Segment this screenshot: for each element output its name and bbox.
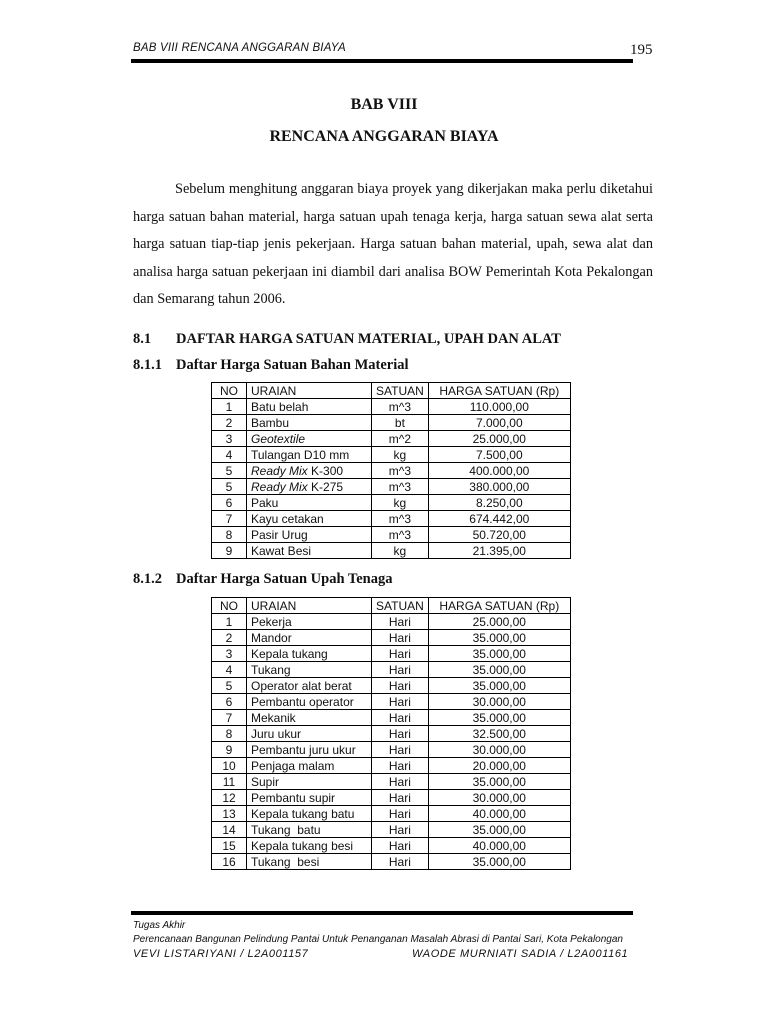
row-price: 32.500,00 [428, 726, 570, 742]
row-unit: kg [372, 447, 429, 463]
row-number: 14 [212, 822, 247, 838]
table-row [212, 726, 571, 742]
description-text: K-300 [307, 463, 344, 478]
row-unit: Hari [372, 742, 429, 758]
row-unit: Hari [372, 646, 429, 662]
table-row [212, 710, 571, 726]
row-description: Penjaga malam [247, 758, 372, 774]
row-price: 40.000,00 [428, 838, 570, 854]
row-description [247, 431, 372, 447]
row-description: Kepala tukang batu [247, 806, 372, 822]
row-description: Operator alat berat [247, 678, 372, 694]
row-unit: m^3 [372, 463, 429, 479]
page-number: 195 [630, 42, 653, 58]
row-unit: Hari [372, 678, 429, 694]
row-description: Tukang [247, 662, 372, 678]
row-number: 13 [212, 806, 247, 822]
table-header-row [212, 598, 571, 614]
row-unit: Hari [372, 758, 429, 774]
row-number: 10 [212, 758, 247, 774]
row-description [247, 479, 372, 495]
row-number: 3 [212, 431, 247, 447]
row-unit: Hari [372, 726, 429, 742]
table-row [212, 790, 571, 806]
row-unit: m^3 [372, 399, 429, 415]
row-number: 6 [212, 495, 247, 511]
description-text: Batu belah [251, 399, 309, 414]
material-table-body [212, 399, 571, 559]
row-price: 30.000,00 [428, 694, 570, 710]
row-number: 1 [212, 399, 247, 415]
description-text: Kawat Besi [251, 543, 312, 558]
row-number: 7 [212, 710, 247, 726]
row-price: 7.500,00 [428, 447, 570, 463]
column-header-unit: SATUAN [372, 598, 429, 614]
row-number: 9 [212, 543, 247, 559]
row-unit: bt [372, 415, 429, 431]
row-number: 7 [212, 511, 247, 527]
row-description: Pembantu juru ukur [247, 742, 372, 758]
row-number: 4 [212, 447, 247, 463]
row-description [247, 495, 372, 511]
row-price: 35.000,00 [428, 710, 570, 726]
row-description [247, 527, 372, 543]
row-number: 8 [212, 527, 247, 543]
footer-author-2: WAODE MURNIATI SADIA / L2A001161 [412, 948, 629, 960]
row-description: Kepala tukang [247, 646, 372, 662]
intro-paragraph: Sebelum menghitung anggaran biaya proyek yang dikerjakan maka perlu diketahui harga satuan bahan material, harga satuan upah tenaga kerja, harga satuan sewa alat serta harga satuan tiap-tiap jenis pekerjaan. Harga satuan bahan material, upah, sewa alat dan analisa harga satuan pekerjaan ini diambil dari analisa BOW Pemerintah Kota Pekalongan dan Semarang tahun 2006. [133, 181, 653, 307]
row-unit: Hari [372, 662, 429, 678]
row-price: 35.000,00 [428, 630, 570, 646]
row-price: 8.250,00 [428, 495, 570, 511]
description-text: Kayu cetakan [251, 511, 324, 526]
table-row [212, 678, 571, 694]
row-description: Pekerja [247, 614, 372, 630]
header-rule [131, 59, 633, 63]
row-description [247, 511, 372, 527]
row-unit: m^3 [372, 527, 429, 543]
row-description: Kepala tukang besi [247, 838, 372, 854]
column-header-price: HARGA SATUAN (Rp) [428, 383, 570, 399]
row-unit: Hari [372, 838, 429, 854]
row-description [247, 399, 372, 415]
row-description [247, 415, 372, 431]
column-header-price: HARGA SATUAN (Rp) [428, 598, 570, 614]
row-unit: Hari [372, 822, 429, 838]
footer-rule [131, 911, 633, 915]
row-unit: Hari [372, 774, 429, 790]
table-row [212, 806, 571, 822]
row-unit: Hari [372, 790, 429, 806]
row-description: Mandor [247, 630, 372, 646]
row-description: Juru ukur [247, 726, 372, 742]
labor-price-table [211, 597, 571, 870]
row-unit: Hari [372, 710, 429, 726]
row-number: 8 [212, 726, 247, 742]
table-row [212, 774, 571, 790]
description-italic: Geotextile [251, 431, 306, 446]
row-number: 4 [212, 662, 247, 678]
description-text: Pasir Urug [251, 527, 308, 542]
section-heading-8-1 [133, 331, 561, 348]
column-header-no: NO [212, 383, 247, 399]
row-number: 16 [212, 854, 247, 870]
row-unit: Hari [372, 614, 429, 630]
row-number: 5 [212, 479, 247, 495]
section-title: Daftar Harga Satuan Bahan Material [176, 357, 409, 373]
footer-thesis-title: Perencanaan Bangunan Pelindung Pantai Untuk Penanganan Masalah Abrasi di Pantai Sari, Kota Pekalongan [133, 934, 623, 945]
row-description: Pembantu supir [247, 790, 372, 806]
row-price: 110.000,00 [428, 399, 570, 415]
row-description: Supir [247, 774, 372, 790]
row-description: Pembantu operator [247, 694, 372, 710]
table-row [212, 495, 571, 511]
table-row [212, 838, 571, 854]
row-price: 7.000,00 [428, 415, 570, 431]
row-description [247, 447, 372, 463]
row-price: 35.000,00 [428, 774, 570, 790]
row-price: 400.000,00 [428, 463, 570, 479]
row-unit: kg [372, 543, 429, 559]
row-description [247, 543, 372, 559]
row-price: 25.000,00 [428, 431, 570, 447]
table-row [212, 630, 571, 646]
row-number: 5 [212, 463, 247, 479]
table-row [212, 415, 571, 431]
running-header: BAB VIII RENCANA ANGGARAN BIAYA [133, 42, 346, 54]
row-price: 20.000,00 [428, 758, 570, 774]
column-header-description: URAIAN [247, 598, 372, 614]
row-number: 9 [212, 742, 247, 758]
row-unit: m^2 [372, 431, 429, 447]
section-number: 8.1.2 [133, 571, 162, 587]
row-price: 380.000,00 [428, 479, 570, 495]
section-heading-8-1-1 [133, 357, 409, 374]
row-number: 6 [212, 694, 247, 710]
table-row [212, 543, 571, 559]
table-row [212, 399, 571, 415]
table-row [212, 527, 571, 543]
table-row [212, 447, 571, 463]
description-text: Paku [251, 495, 279, 510]
column-header-unit: SATUAN [372, 383, 429, 399]
table-row [212, 694, 571, 710]
row-price: 35.000,00 [428, 662, 570, 678]
section-number: 8.1 [133, 331, 152, 347]
table-row [212, 431, 571, 447]
table-row [212, 479, 571, 495]
row-unit: Hari [372, 806, 429, 822]
section-title: Daftar Harga Satuan Upah Tenaga [176, 571, 393, 587]
row-description: Mekanik [247, 710, 372, 726]
row-price: 21.395,00 [428, 543, 570, 559]
table-row [212, 854, 571, 870]
row-unit: m^3 [372, 479, 429, 495]
row-number: 11 [212, 774, 247, 790]
row-unit: Hari [372, 854, 429, 870]
section-heading-8-1-2 [133, 571, 392, 588]
row-description: Tukang besi [247, 854, 372, 870]
description-text: Bambu [251, 415, 290, 430]
row-price: 25.000,00 [428, 614, 570, 630]
row-price: 35.000,00 [428, 646, 570, 662]
table-row [212, 511, 571, 527]
chapter-title: RENCANA ANGGARAN BIAYA [269, 128, 499, 145]
footer-label: Tugas Akhir [133, 920, 186, 931]
table-row [212, 646, 571, 662]
row-unit: m^3 [372, 511, 429, 527]
table-header-row [212, 383, 571, 399]
row-price: 30.000,00 [428, 790, 570, 806]
row-price: 35.000,00 [428, 854, 570, 870]
row-number: 5 [212, 678, 247, 694]
row-number: 3 [212, 646, 247, 662]
row-price: 50.720,00 [428, 527, 570, 543]
footer-author-1: VEVI LISTARIYANI / L2A001157 [133, 948, 309, 960]
section-title: DAFTAR HARGA SATUAN MATERIAL, UPAH DAN ALAT [176, 331, 561, 347]
table-row [212, 463, 571, 479]
column-header-no: NO [212, 598, 247, 614]
description-italic: Ready Mix [251, 463, 308, 478]
table-row [212, 758, 571, 774]
row-price: 35.000,00 [428, 678, 570, 694]
table-row [212, 742, 571, 758]
description-italic: Ready Mix [251, 479, 308, 494]
row-number: 1 [212, 614, 247, 630]
material-price-table [211, 382, 571, 559]
description-text: K-275 [307, 479, 344, 494]
table-row [212, 822, 571, 838]
column-header-description: URAIAN [247, 383, 372, 399]
row-number: 15 [212, 838, 247, 854]
row-unit: Hari [372, 630, 429, 646]
row-price: 30.000,00 [428, 742, 570, 758]
row-description: Tukang batu [247, 822, 372, 838]
row-number: 12 [212, 790, 247, 806]
description-text: Tulangan D10 mm [251, 447, 350, 462]
row-price: 35.000,00 [428, 822, 570, 838]
table-row [212, 662, 571, 678]
chapter-number: BAB VIII [350, 96, 418, 113]
section-number: 8.1.1 [133, 357, 162, 373]
table-row [212, 614, 571, 630]
labor-table-body [212, 614, 571, 870]
row-price: 674.442,00 [428, 511, 570, 527]
row-unit: Hari [372, 694, 429, 710]
row-price: 40.000,00 [428, 806, 570, 822]
row-unit: kg [372, 495, 429, 511]
row-number: 2 [212, 630, 247, 646]
row-number: 2 [212, 415, 247, 431]
row-description [247, 463, 372, 479]
